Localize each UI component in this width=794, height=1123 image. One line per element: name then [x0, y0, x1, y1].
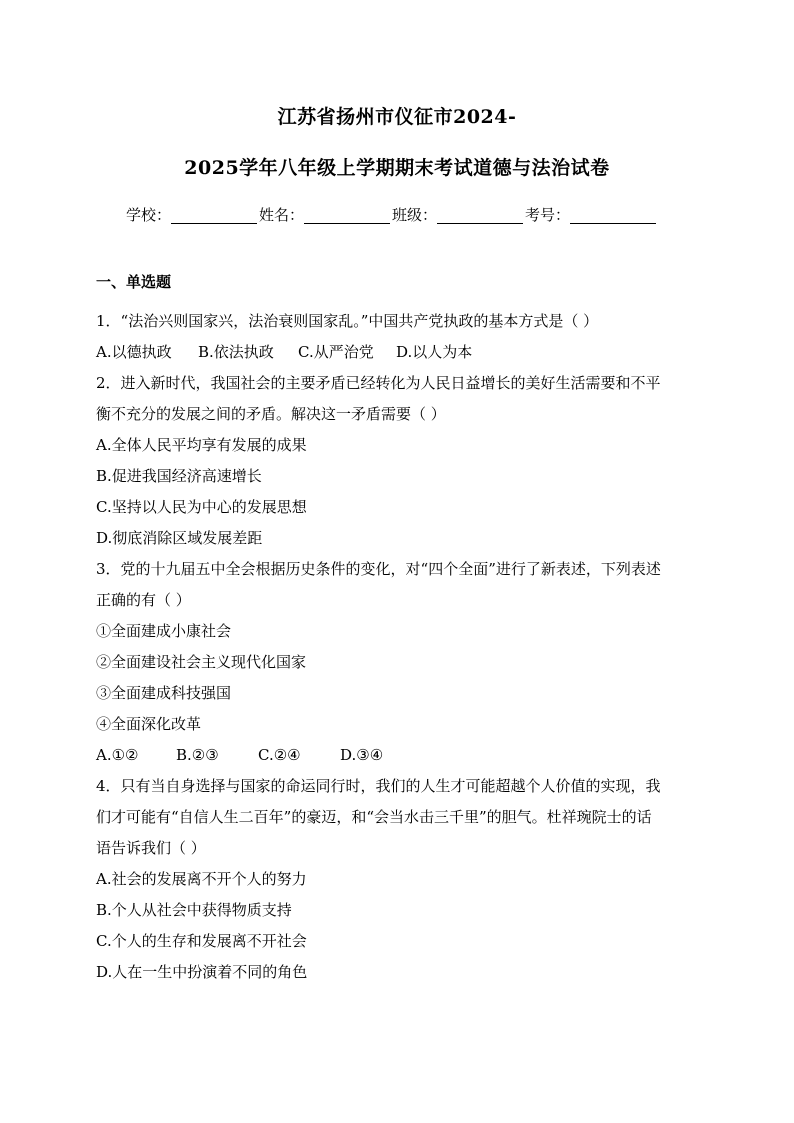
- option-c: C.从严治党: [298, 343, 374, 361]
- option-b: B.依法执政: [198, 343, 274, 361]
- question-2-stem-line-2: 衡不充分的发展之间的矛盾。解决这一矛盾需要（ ）: [96, 405, 446, 423]
- question-2-stem-line-1: 2．进入新时代，我国社会的主要矛盾已经转化为人民日益增长的美好生活需要和不平: [96, 374, 661, 392]
- question-4-option-d: D.人在一生中扮演着不同的角色: [96, 963, 308, 981]
- question-4-stem-line-2: 们才可能有“自信人生二百年”的豪迈，和“会当水击三千里”的胆气。杜祥琬院士的话: [96, 808, 652, 826]
- school-blank: [171, 207, 257, 224]
- question-3-options: [96, 743, 700, 774]
- question-list: [96, 309, 700, 991]
- name-label: 姓名：: [259, 206, 305, 224]
- exam-number-label: 考号：: [525, 206, 571, 224]
- school-label: 学校：: [126, 206, 172, 224]
- class-label: 班级：: [392, 206, 438, 224]
- question-4-option-c: C.个人的生存和发展离不开社会: [96, 932, 307, 950]
- option-a: A.①②: [96, 746, 139, 764]
- option-d: D.以人为本: [396, 343, 473, 361]
- option-b: B.②③: [176, 746, 219, 764]
- option-c: C.②④: [258, 746, 301, 764]
- question-2-option-d: D.彻底消除区域发展差距: [96, 529, 263, 547]
- exam-number-blank: [570, 207, 656, 224]
- option-a: A.以德执政: [96, 343, 172, 361]
- question-4-stem-line-3: 语告诉我们（ ）: [96, 839, 206, 857]
- question-3-item-3: ③全面建成科技强国: [96, 684, 232, 702]
- question-2-option-c: C.坚持以人民为中心的发展思想: [96, 498, 307, 516]
- question-1-stem: 1．“法治兴则国家兴，法治衰则国家乱。”中国共产党执政的基本方式是（ ）: [96, 312, 599, 330]
- class-blank: [437, 207, 523, 224]
- name-blank: [304, 207, 390, 224]
- question-4-option-b: B.个人从社会中获得物质支持: [96, 901, 292, 919]
- question-2-option-b: B.促进我国经济高速增长: [96, 467, 262, 485]
- question-2-option-a: A.全体人民平均享有发展的成果: [96, 436, 307, 454]
- question-3-stem-line-2: 正确的有（ ）: [96, 591, 191, 609]
- exam-title-line-2: 2025学年八年级上学期期末考试道德与法治试卷: [184, 157, 610, 179]
- question-1-options: [96, 340, 700, 371]
- option-d: D.③④: [340, 746, 384, 764]
- section-heading: 一、单选题: [96, 273, 172, 291]
- exam-title-line-1: 江苏省扬州市仪征市2024-: [277, 106, 517, 128]
- question-3-item-1: ①全面建成小康社会: [96, 622, 232, 640]
- question-4-stem-line-1: 4．只有当自身选择与国家的命运同行时，我们的人生才可能超越个人价值的实现，我: [96, 777, 661, 795]
- student-info-row: [126, 204, 658, 225]
- question-3-item-2: ②全面建设社会主义现代化国家: [96, 653, 307, 671]
- question-3-stem-line-1: 3．党的十九届五中全会根据历史条件的变化，对“四个全面”进行了新表述，下列表述: [96, 560, 661, 578]
- question-4-option-a: A.社会的发展离不开个人的努力: [96, 870, 307, 888]
- question-3-item-4: ④全面深化改革: [96, 715, 202, 733]
